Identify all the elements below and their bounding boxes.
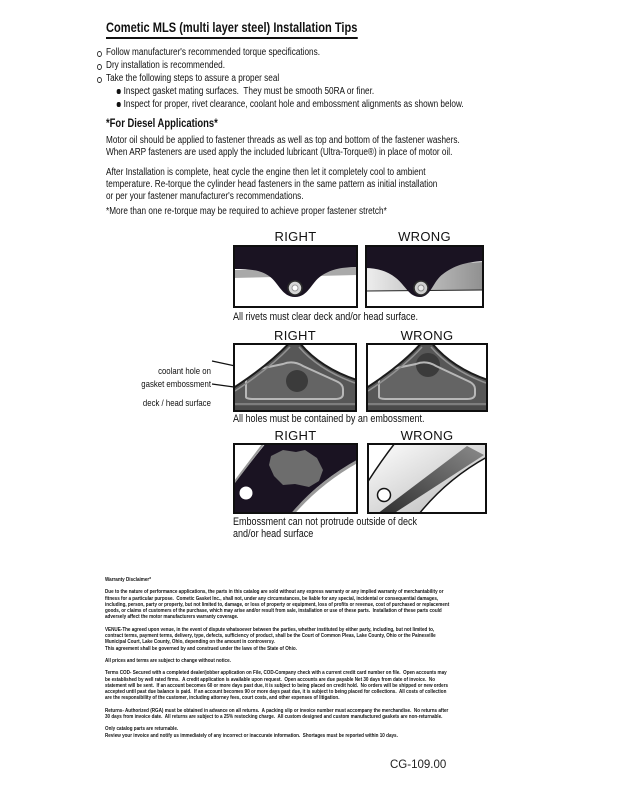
page-title-wrap (106, 19, 357, 37)
tip-text: Inspect for proper, rivet clearance, coolant hole and embossment alignments as shown below. (123, 98, 464, 110)
venue-paragraph (105, 627, 449, 652)
open-circle-bullet-icon (97, 77, 102, 83)
tip-text: Inspect gasket mating surfaces. They must be smooth 50RA or finer. (123, 85, 375, 97)
diesel-paragraph-1 (106, 135, 460, 159)
fine-print-line: fitness for a particular purpose. Cometic Gasket Inc., shall not, under any circumstances, be liable for any special, incidental or consequential damages, (105, 595, 439, 602)
right-header: RIGHT (274, 428, 317, 443)
tip-text: Follow manufacturer's recommended torque specifications. (106, 47, 320, 58)
paragraph-line: or per your fastener manufacturer's recommendations. (106, 191, 304, 203)
fine-print-line: 30 days from invoice date. All returns are subject to a 25% restocking charge. All custom designed and custom manufactured gaskets are non-returnable. (105, 714, 443, 721)
rivet-caption: All rivets must clear deck and/or head surface. (233, 311, 418, 323)
holes-wrong-diagram (366, 343, 488, 412)
fine-print-line: statement will be sent. If an account becomes 60 or more days past due, it is subject to being placed on credit hold. No orders will be shipped or new orders (105, 682, 449, 689)
tip-text: Dry installation is recommended. (106, 59, 225, 71)
fine-print-line: including, person, party or property, but not limited to, damage, or loss of property or equipment, loss of profits or revenue, cost of purchased or replacement (105, 601, 450, 608)
list-item (117, 99, 464, 112)
embossment-caption (233, 517, 417, 541)
paragraph-line: temperature. Re-torque the cylinder head fasteners in the same pattern as initial installation (106, 179, 438, 191)
paragraph-line: After Installation is complete, heat cycle the engine then let it completely cool to ambient (106, 167, 426, 178)
wrong-header: WRONG (398, 229, 451, 244)
fine-print-line: Review your invoice and notify us immediately of any incorrect or inaccurate information. Shortages must be reported within 10 days. (105, 732, 398, 739)
fine-print-line: Due to the nature of performance applications, the parts in this catalog are sold without any express warranty or any implied warranty of merchantability or (105, 589, 444, 596)
protrude-wrong-diagram (367, 443, 487, 514)
protrude-right-diagram (233, 443, 358, 514)
paragraph-line: Motor oil should be applied to fastener threads as well as top and bottom of the fastener washers. (106, 135, 460, 146)
returns-paragraph (105, 708, 449, 721)
catalog-paragraph (105, 726, 449, 739)
fine-print-line: Terms COD- Secured with a completed dealer/jobber application on File, COD-Company check with a current credit card number on file. Open accounts may (105, 670, 447, 677)
right-header: RIGHT (274, 328, 316, 343)
page-title: Cometic MLS (multi layer steel) Installation Tips (106, 20, 357, 39)
fine-print-line: adversely affect the motor manufacturers warranty coverage. (105, 614, 239, 621)
warranty-paragraph (105, 589, 449, 620)
terms-paragraph (105, 670, 449, 701)
diesel-heading: *For Diesel Applications* (106, 118, 218, 130)
right-header: RIGHT (274, 229, 317, 244)
retorque-note: *More than one re-torque may be required to achieve proper fastener stretch* (106, 206, 387, 217)
wrong-header: WRONG (400, 328, 454, 343)
list-item (97, 47, 464, 60)
fine-print-line: Municipal Court, Lake County, Ohio, depending on the amount in controversy. (105, 639, 275, 646)
fine-print-line: contract terms, payment terms, delivery, type, defects, sufficiency of product, shall be the Court of Common Pleas, Lake County, Ohio or the Painesville (105, 633, 436, 640)
list-item (97, 60, 464, 73)
diesel-paragraph-2 (106, 167, 437, 204)
fine-print-line: goods, or claims of customers of the purchase, which may arise and/or result from sale, installation or use of these parts. Installation of these parts could (105, 608, 442, 615)
fine-print-line: Returns- Authorized (RGA) must be obtained in advance on all returns. A packing slip or invoice number must accompany the merchandise. No returns after (105, 707, 449, 714)
open-circle-bullet-icon (97, 51, 102, 57)
open-circle-bullet-icon (97, 64, 102, 70)
tips-list (97, 47, 464, 112)
label-line: deck / head surface (143, 397, 211, 409)
fine-print-line: are the responsibility of the customer, including attorney fees, court costs, and other expenses of litigation. (105, 695, 340, 702)
rivet-right-diagram (233, 245, 358, 308)
dot-bullet-icon (117, 89, 121, 94)
disclaimer-heading: Warranty Disclaimer* (105, 577, 151, 583)
tip-text: Take the following steps to assure a proper seal (106, 72, 280, 84)
fine-print-line: Only catalog parts are returnable. (105, 726, 179, 733)
holes-right-diagram (233, 343, 357, 412)
holes-caption: All holes must be contained by an embossment. (233, 413, 425, 425)
label-line: coolant hole on (158, 366, 211, 377)
list-item (97, 73, 464, 86)
wrong-header: WRONG (400, 428, 454, 443)
gasket-embossment-label: gasket embossment (141, 379, 211, 390)
fine-print-line: be established by well rated firms. A credit application is available upon request. Open accounts are due payable Net 30 days from date of invoice. No (105, 676, 436, 683)
legal-fine-print (105, 577, 449, 745)
dot-bullet-icon (117, 102, 121, 107)
caption-line: and/or head surface (233, 527, 314, 540)
caption-line: Embossment can not protrude outside of deck (233, 516, 418, 528)
fine-print-line: VENUE-The agreed upon venue, in the event of dispute whatsoever between the parties, whether instituted by either party, including, but not limited to, (105, 626, 435, 633)
rivet-wrong-diagram (365, 245, 484, 308)
fine-print-line: accepted until past due balance is paid. If an account becomes 90 or more days past due, it is subject to being placed for collections. All costs of collection (105, 689, 447, 696)
prices-paragraph: All prices and terms are subject to change without notice. (105, 657, 231, 664)
paragraph-line: When ARP fasteners are used apply the included lubricant (Ultra-Torque®) in place of motor oil. (106, 147, 453, 159)
page-code: CG-109.00 (390, 759, 447, 771)
fine-print-line: This agreement shall be governed by and construed under the laws of the State of Ohio. (105, 645, 297, 652)
list-item (117, 86, 464, 99)
